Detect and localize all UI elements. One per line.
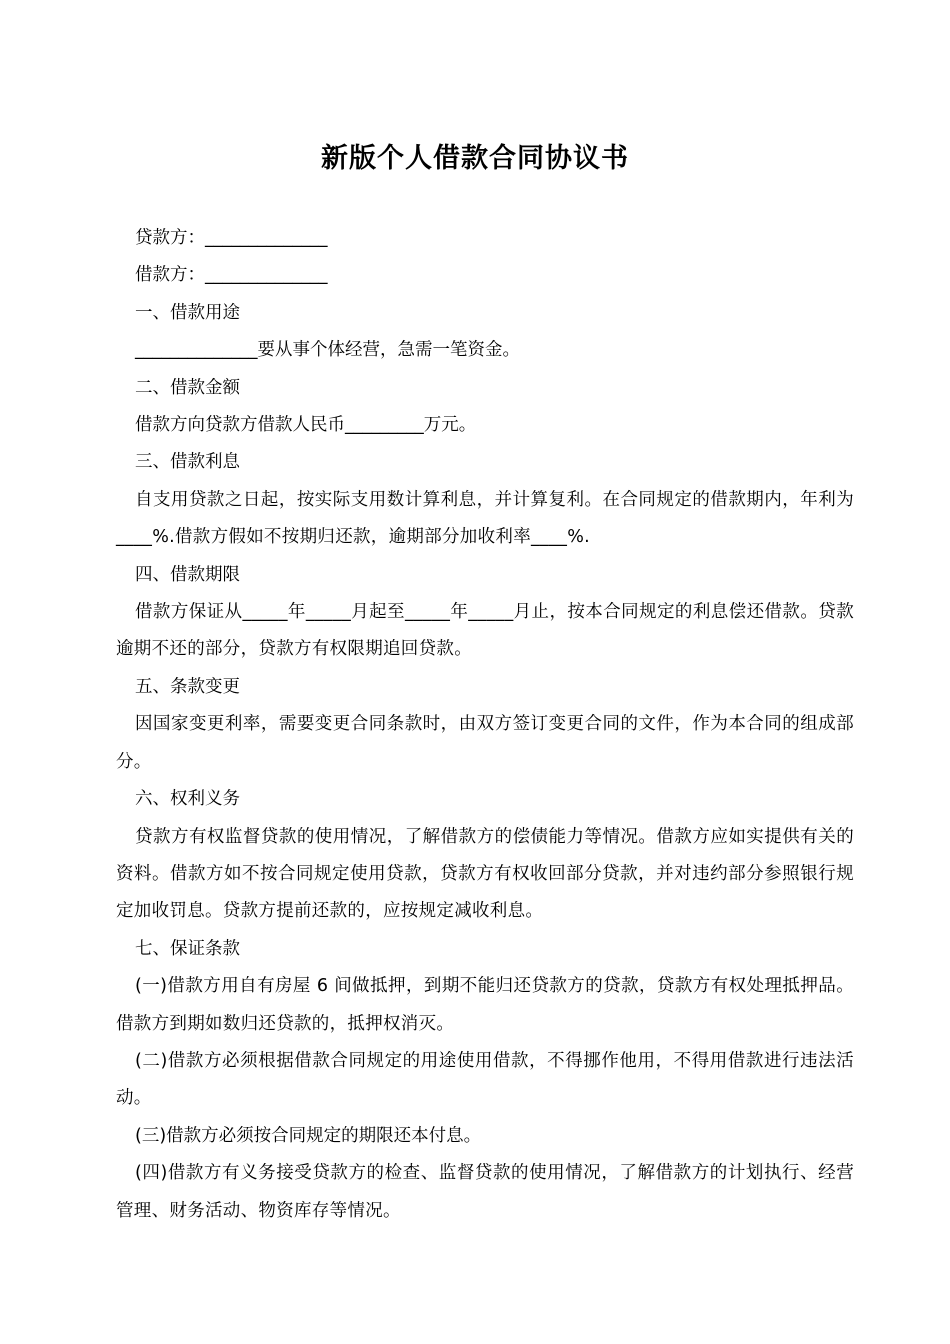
section-paragraph-term: 借款方保证从_____年_____月起至_____年_____月止，按本合同规定的利息偿还借款。贷款逾期不还的部分，贷款方有权限期追回贷款。 — [116, 602, 854, 660]
lender-line: 贷款方：______________ — [135, 228, 328, 248]
section-paragraph-changes: 因国家变更利率，需要变更合同条款时，由双方签订变更合同的文件，作为本合同的组成部分。 — [116, 714, 854, 772]
section-heading-changes: 五、条款变更 — [135, 676, 240, 697]
section-paragraph-purpose: ______________要从事个体经营，急需一笔资金。 — [135, 340, 520, 361]
guarantee-clause-2: (二)借款方必须根据借款合同规定的用途使用借款，不得挪作他用，不得用借款进行违法活动。 — [116, 1050, 854, 1109]
document-body — [116, 220, 854, 1230]
section-heading-rights: 六、权利义务 — [135, 789, 240, 810]
section-paragraph-amount: 借款方向贷款方借款人民币_________万元。 — [135, 415, 477, 436]
guarantee-clause-1: (一)借款方用自有房屋 6 间做抵押，到期不能归还贷款方的贷款，贷款方有权处理抵押品。借款方到期如数归还贷款的，抵押权消灭。 — [116, 976, 854, 1034]
section-heading-amount: 二、借款金额 — [135, 377, 240, 398]
guarantee-clause-3: (三)借款方必须按合同规定的期限还本付息。 — [135, 1125, 482, 1146]
guarantee-clause-4: (四)借款方有义务接受贷款方的检查、监督贷款的使用情况，了解借款方的计划执行、经营管理、财务活动、物资库存等情况。 — [116, 1163, 854, 1221]
borrower-line: 借款方：______________ — [135, 265, 328, 286]
document-title: 新版个人借款合同协议书 — [321, 143, 629, 174]
section-paragraph-interest: 自支用贷款之日起，按实际支用数计算利息，并计算复利。在合同规定的借款期内，年利为____%.借款方假如不按期归还款，逾期部分加收利率____%. — [116, 489, 854, 548]
section-heading-guarantee: 七、保证条款 — [135, 938, 240, 959]
section-paragraph-rights: 贷款方有权监督贷款的使用情况，了解借款方的偿债能力等情况。借款方应如实提供有关的资料。借款方如不按合同规定使用贷款，贷款方有权收回部分贷款，并对违约部分参照银行规定加收罚息。贷款方提前还款的，应按规定减收利息。 — [116, 826, 854, 922]
section-heading-term: 四、借款期限 — [135, 564, 240, 585]
section-heading-interest: 三、借款利息 — [135, 452, 240, 473]
section-heading-purpose: 一、借款用途 — [135, 302, 240, 323]
